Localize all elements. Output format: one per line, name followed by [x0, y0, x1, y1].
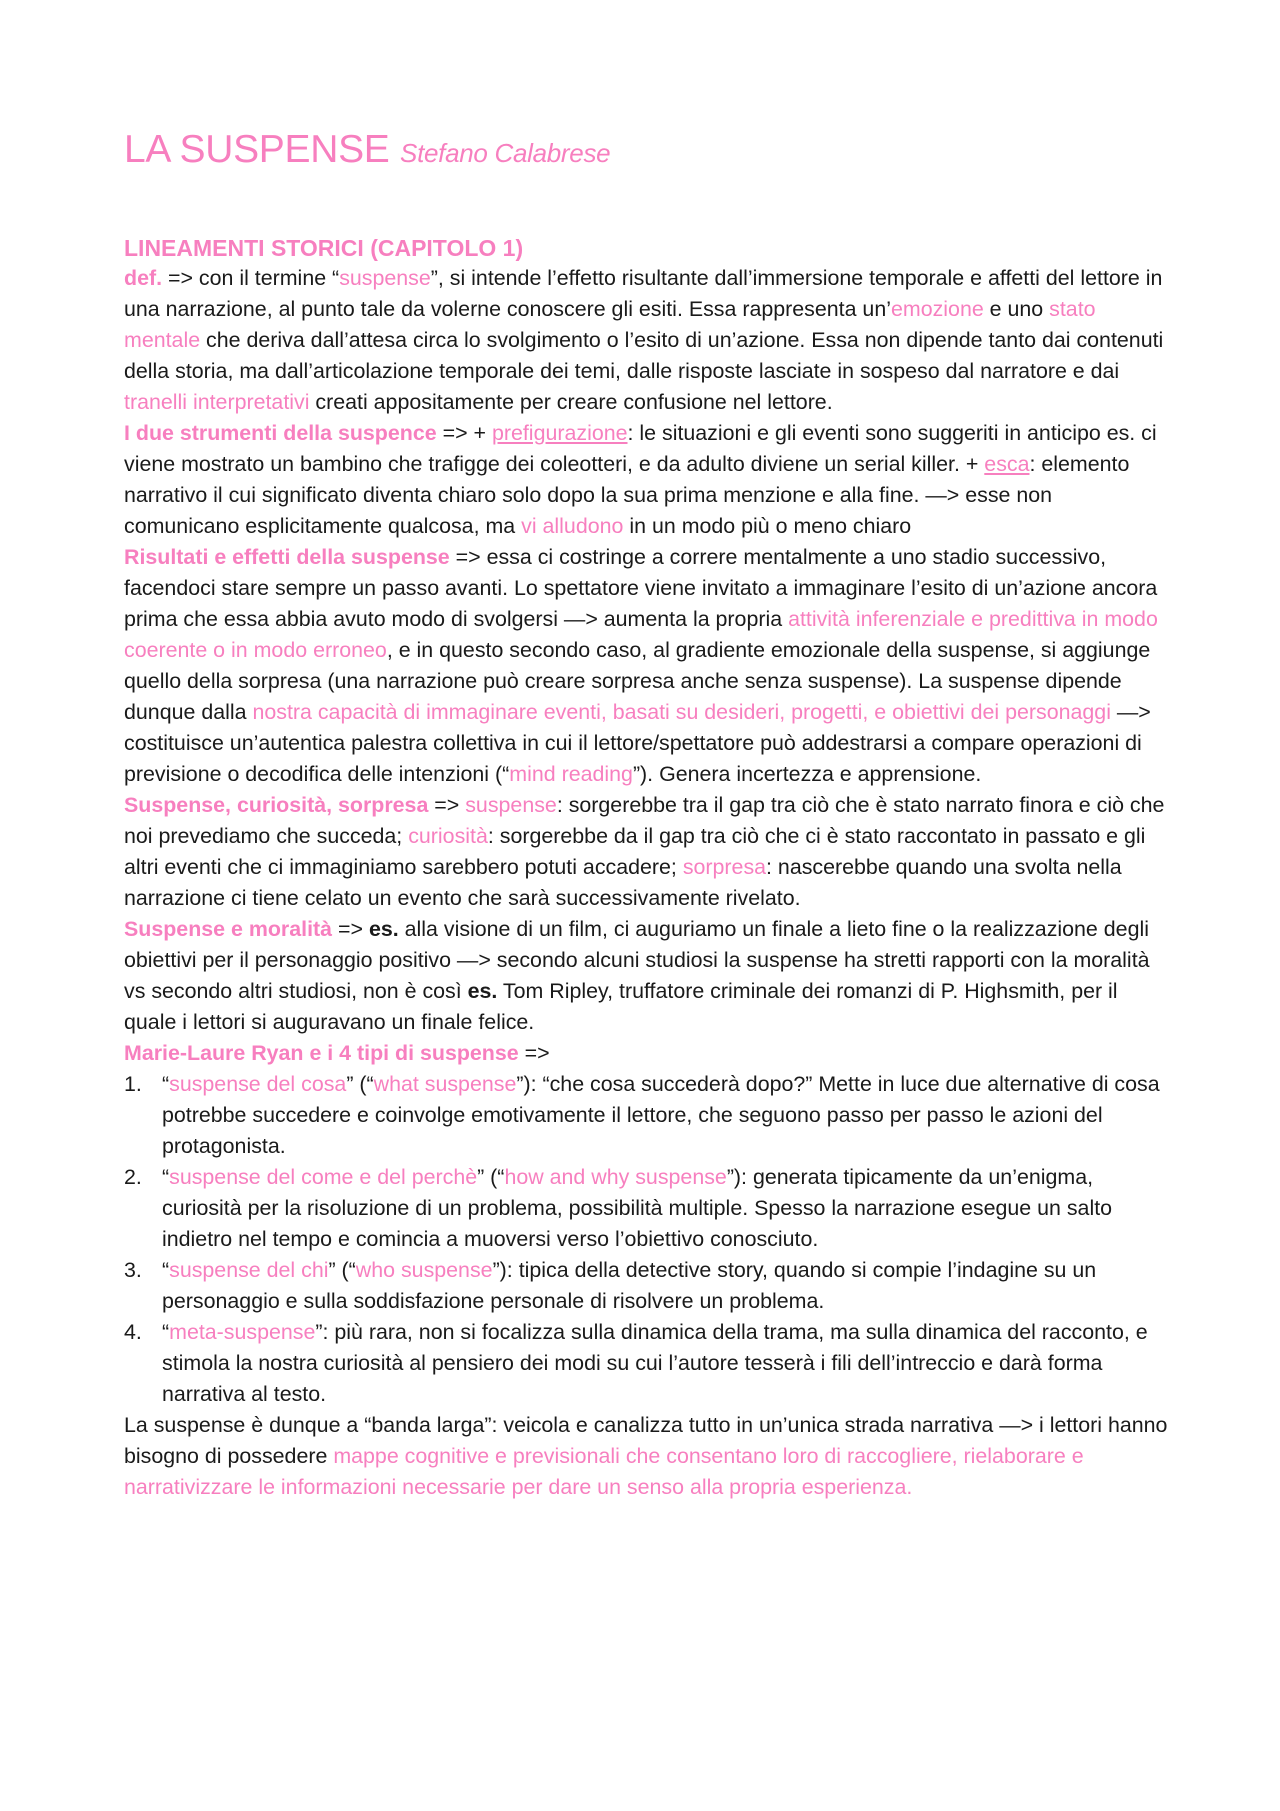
text-run: : nascerebbe quando una svolta nella narrazione ci tiene celato un evento che sarà successivamente rivelato. — [124, 855, 1122, 910]
text-run: ” (“ — [477, 1165, 505, 1189]
list-item — [124, 1162, 1169, 1255]
paragraph-risultati — [124, 542, 1169, 790]
text-run: “ — [162, 1258, 170, 1282]
highlight-term: how and why suspense — [504, 1165, 727, 1189]
text-run: , e in questo secondo caso, al gradiente emozionale della suspense, si aggiunge quello della sorpresa (una narrazione può creare sorpresa anche senza suspense). La suspense dipende dunque dalla — [124, 638, 1151, 724]
highlight-term: attività inferenziale e predittiva in modo coerente o in modo erroneo — [124, 607, 1158, 662]
highlight-term: prefigurazione — [491, 421, 628, 445]
highlight-term: mind reading — [509, 762, 633, 786]
text-run: => — [518, 1041, 550, 1065]
text-run: che deriva dall’attesa circa lo svolgimento o l’esito di un’azione. Essa non dipende tanto dai contenuti della storia, ma dall’articolazione temporale dei temi, dalle risposte lasciate in sospeso dal narratore e dai — [124, 328, 1164, 383]
text-run: => — [428, 793, 466, 817]
highlight-term: nostra capacità di immaginare eventi, basati su desideri, progetti, e obiettivi dei personaggi — [252, 700, 1111, 724]
highlight-term: stato mentale — [124, 297, 1096, 352]
highlight-term: suspense del cosa — [169, 1072, 347, 1096]
text-run: —> costituisce un’autentica palestra collettiva in cui il lettore/spettatore può addestrarsi a compare operazioni di previsione o decodifica delle intenzioni (“ — [124, 700, 1151, 786]
highlight-term: suspense del come e del perchè — [169, 1165, 478, 1189]
paragraph-ryan — [124, 1038, 1169, 1069]
list-item — [124, 1069, 1169, 1162]
title-main: LA SUSPENSE — [124, 128, 390, 171]
list-item — [124, 1317, 1169, 1410]
bold-term: es. — [467, 979, 498, 1003]
paragraph-moralita — [124, 914, 1169, 1038]
text-run: “ — [162, 1320, 170, 1344]
text-run: ” (“ — [328, 1258, 356, 1282]
text-run: “ — [162, 1072, 170, 1096]
text-run: in un modo più o meno chiaro — [623, 514, 912, 538]
definition-label: def. — [124, 266, 163, 290]
text-run: : le situazioni e gli eventi sono suggeriti in anticipo es. ci viene mostrato un bambino che trafigge dei coleotteri, e da adulto diviene un serial killer. + — [124, 421, 1157, 476]
ryan-label: Marie-Laure Ryan e i 4 tipi di suspense — [124, 1041, 519, 1065]
highlight-term: emozione — [890, 297, 984, 321]
highlight-term: curiosità — [408, 824, 488, 848]
text-run: ”: più rara, non si focalizza sulla dinamica della trama, ma sulla dinamica del racconto, e stimola la nostra curiosità al pensiero dei modi su cui l’autore tesserà i fili dell’intreccio e darà forma narrativa al testo. — [162, 1320, 1148, 1406]
list-number: 2. — [124, 1165, 142, 1189]
highlight-term: suspense del chi — [169, 1258, 329, 1282]
text-run: creati appositamente per creare confusione nel lettore. — [309, 390, 833, 414]
text-run: ”, si intende l’effetto risultante dall’immersione temporale e affetti del lettore in una narrazione, al punto tale da volerne conoscere gli esiti. Essa rappresenta un’ — [124, 266, 1163, 321]
highlight-term: suspense — [465, 793, 557, 817]
highlight-term: sorpresa — [682, 855, 767, 879]
highlight-term: suspense — [339, 266, 431, 290]
text-run: ” (“ — [346, 1072, 374, 1096]
list-number: 4. — [124, 1320, 142, 1344]
title-author: Stefano Calabrese — [400, 138, 611, 168]
highlight-term: who suspense — [355, 1258, 493, 1282]
curiosita-label: Suspense, curiosità, sorpresa — [124, 793, 429, 817]
list-item — [124, 1255, 1169, 1317]
text-run: : sorgerebbe tra il gap tra ciò che è stato narrato finora e ciò che noi prevediamo che succeda; — [124, 793, 1165, 848]
paragraph-conclusione — [124, 1410, 1169, 1503]
text-run: alla visione di un film, ci auguriamo un finale a lieto fine o la realizzazione degli obiettivi per il personaggio positivo —> secondo alcuni studiosi la suspense ha stretti rapporti con la moralità vs secondo altri studiosi, non è così — [124, 917, 1150, 1003]
text-run: ”): generata tipicamente da un’enigma, curiosità per la risoluzione di un problema, possibilità multiple. Spesso la narrazione esegue un salto indietro nel tempo e comincia a muoversi verso l’obiettivo conosciuto. — [162, 1165, 1113, 1251]
suspense-types-list — [124, 1069, 1169, 1410]
highlight-term: mappe cognitive e previsionali che consentano loro di raccogliere, rielaborare e narrativizzare le informazioni necessarie per dare un senso alla propria esperienza. — [124, 1444, 1084, 1499]
highlight-term: tranelli interpretativi — [124, 390, 310, 414]
list-number: 1. — [124, 1072, 142, 1096]
bold-term: es. — [368, 917, 399, 941]
text-run: : elemento narrativo il cui significato diventa chiaro solo dopo la sua prima menzione e alla fine. —> esse non comunicano esplicitamente qualcosa, ma — [124, 452, 1130, 538]
list-number: 3. — [124, 1258, 142, 1282]
text-run: ”): tipica della detective story, quando si compie l’indagine su un personaggio e sulla soddisfazione personale di risolvere un problema. — [162, 1258, 1097, 1313]
text-run: => — [332, 917, 369, 941]
paragraph-definition — [124, 263, 1169, 418]
text-run: Tom Ripley, truffatore criminale dei romanzi di P. Highsmith, per il quale i lettori si auguravano un finale felice. — [124, 979, 1118, 1034]
text-run: ”). Genera incertezza e apprensione. — [632, 762, 982, 786]
section-heading: LINEAMENTI STORICI (CAPITOLO 1) — [124, 235, 524, 261]
document-body — [124, 263, 1169, 1503]
strumenti-label: I due strumenti della suspence — [124, 421, 437, 445]
risultati-label: Risultati e effetti della suspense — [124, 545, 450, 569]
text-run: ”): “che cosa succederà dopo?” Mette in luce due alternative di cosa potrebbe succedere e coinvolge emotivamente il lettore, che seguono passo per passo le azioni del protagonista. — [162, 1072, 1160, 1158]
text-run: => essa ci costringe a correre mentalmente a uno stadio successivo, facendoci stare sempre un passo avanti. Lo spettatore viene invitato a immaginare l’esito di un’azione ancora prima che essa abbia avuto modo di svolgersi —> aumenta la propria — [124, 545, 1158, 631]
text-run: e uno — [983, 297, 1050, 321]
text-run: : sorgerebbe da il gap tra ciò che ci è stato raccontato in passato e gli altri eventi che ci immaginiamo sarebbero potuti accadere; — [124, 824, 1146, 879]
highlight-term: esca — [984, 452, 1030, 476]
paragraph-curiosita — [124, 790, 1169, 914]
text-run: => + — [436, 421, 492, 445]
highlight-term: meta-suspense — [169, 1320, 316, 1344]
highlight-term: what suspense — [373, 1072, 517, 1096]
moralita-label: Suspense e moralità — [124, 917, 333, 941]
text-run: “ — [162, 1165, 170, 1189]
document-title — [124, 126, 1169, 177]
document-page — [124, 126, 1169, 1503]
paragraph-strumenti — [124, 418, 1169, 542]
highlight-term: vi alludono — [521, 514, 624, 538]
text-run: La suspense è dunque a “banda larga”: veicola e canalizza tutto in un’unica strada narrativa —> i lettori hanno bisogno di possedere — [124, 1413, 1168, 1468]
text-run: => con il termine “ — [162, 266, 340, 290]
